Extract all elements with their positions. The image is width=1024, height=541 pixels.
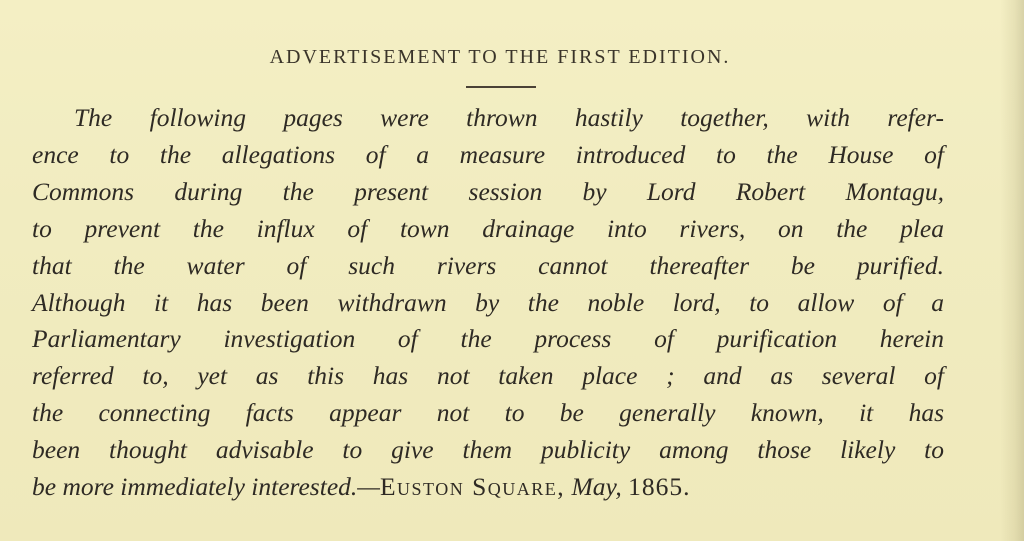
- paragraph-line-4: to prevent the influx of town drainage into rivers, on the plea: [32, 213, 944, 243]
- heading-rule: [466, 86, 536, 88]
- paragraph-line-3: Commons during the present session by Lord Robert Montagu,: [32, 176, 944, 206]
- paragraph-line-11: [32, 469, 944, 506]
- paragraph-line-9: the connecting facts appear not to be generally known, it has: [32, 398, 944, 428]
- month: May,: [571, 472, 622, 502]
- paragraph-line-8: referred to, yet as this has not taken place ; and as several of: [32, 361, 944, 391]
- paragraph-line-6: Although it has been withdrawn by the noble lord, to allow of a: [32, 287, 944, 317]
- paragraph-line-2: ence to the allegations of a measure introduced to the House of: [32, 139, 944, 169]
- advertisement-paragraph: [32, 100, 944, 506]
- place-name: Euston Square,: [379, 472, 566, 502]
- paragraph-line-10: been thought advisable to give them publicity among those likely to: [32, 435, 944, 465]
- paragraph-line-1: The following pages were thrown hastily together, with refer-: [74, 103, 944, 132]
- year: 1865.: [628, 472, 691, 502]
- page-edge-shadow: [1000, 0, 1024, 541]
- paragraph-line-7: Parliamentary investigation of the process of purification herein: [32, 324, 944, 354]
- page-heading: ADVERTISEMENT TO THE FIRST EDITION.: [269, 46, 731, 68]
- closing-text: be more immediately interested.—: [32, 472, 380, 502]
- paragraph-line-5: that the water of such rivers cannot thereafter be purified.: [32, 250, 944, 280]
